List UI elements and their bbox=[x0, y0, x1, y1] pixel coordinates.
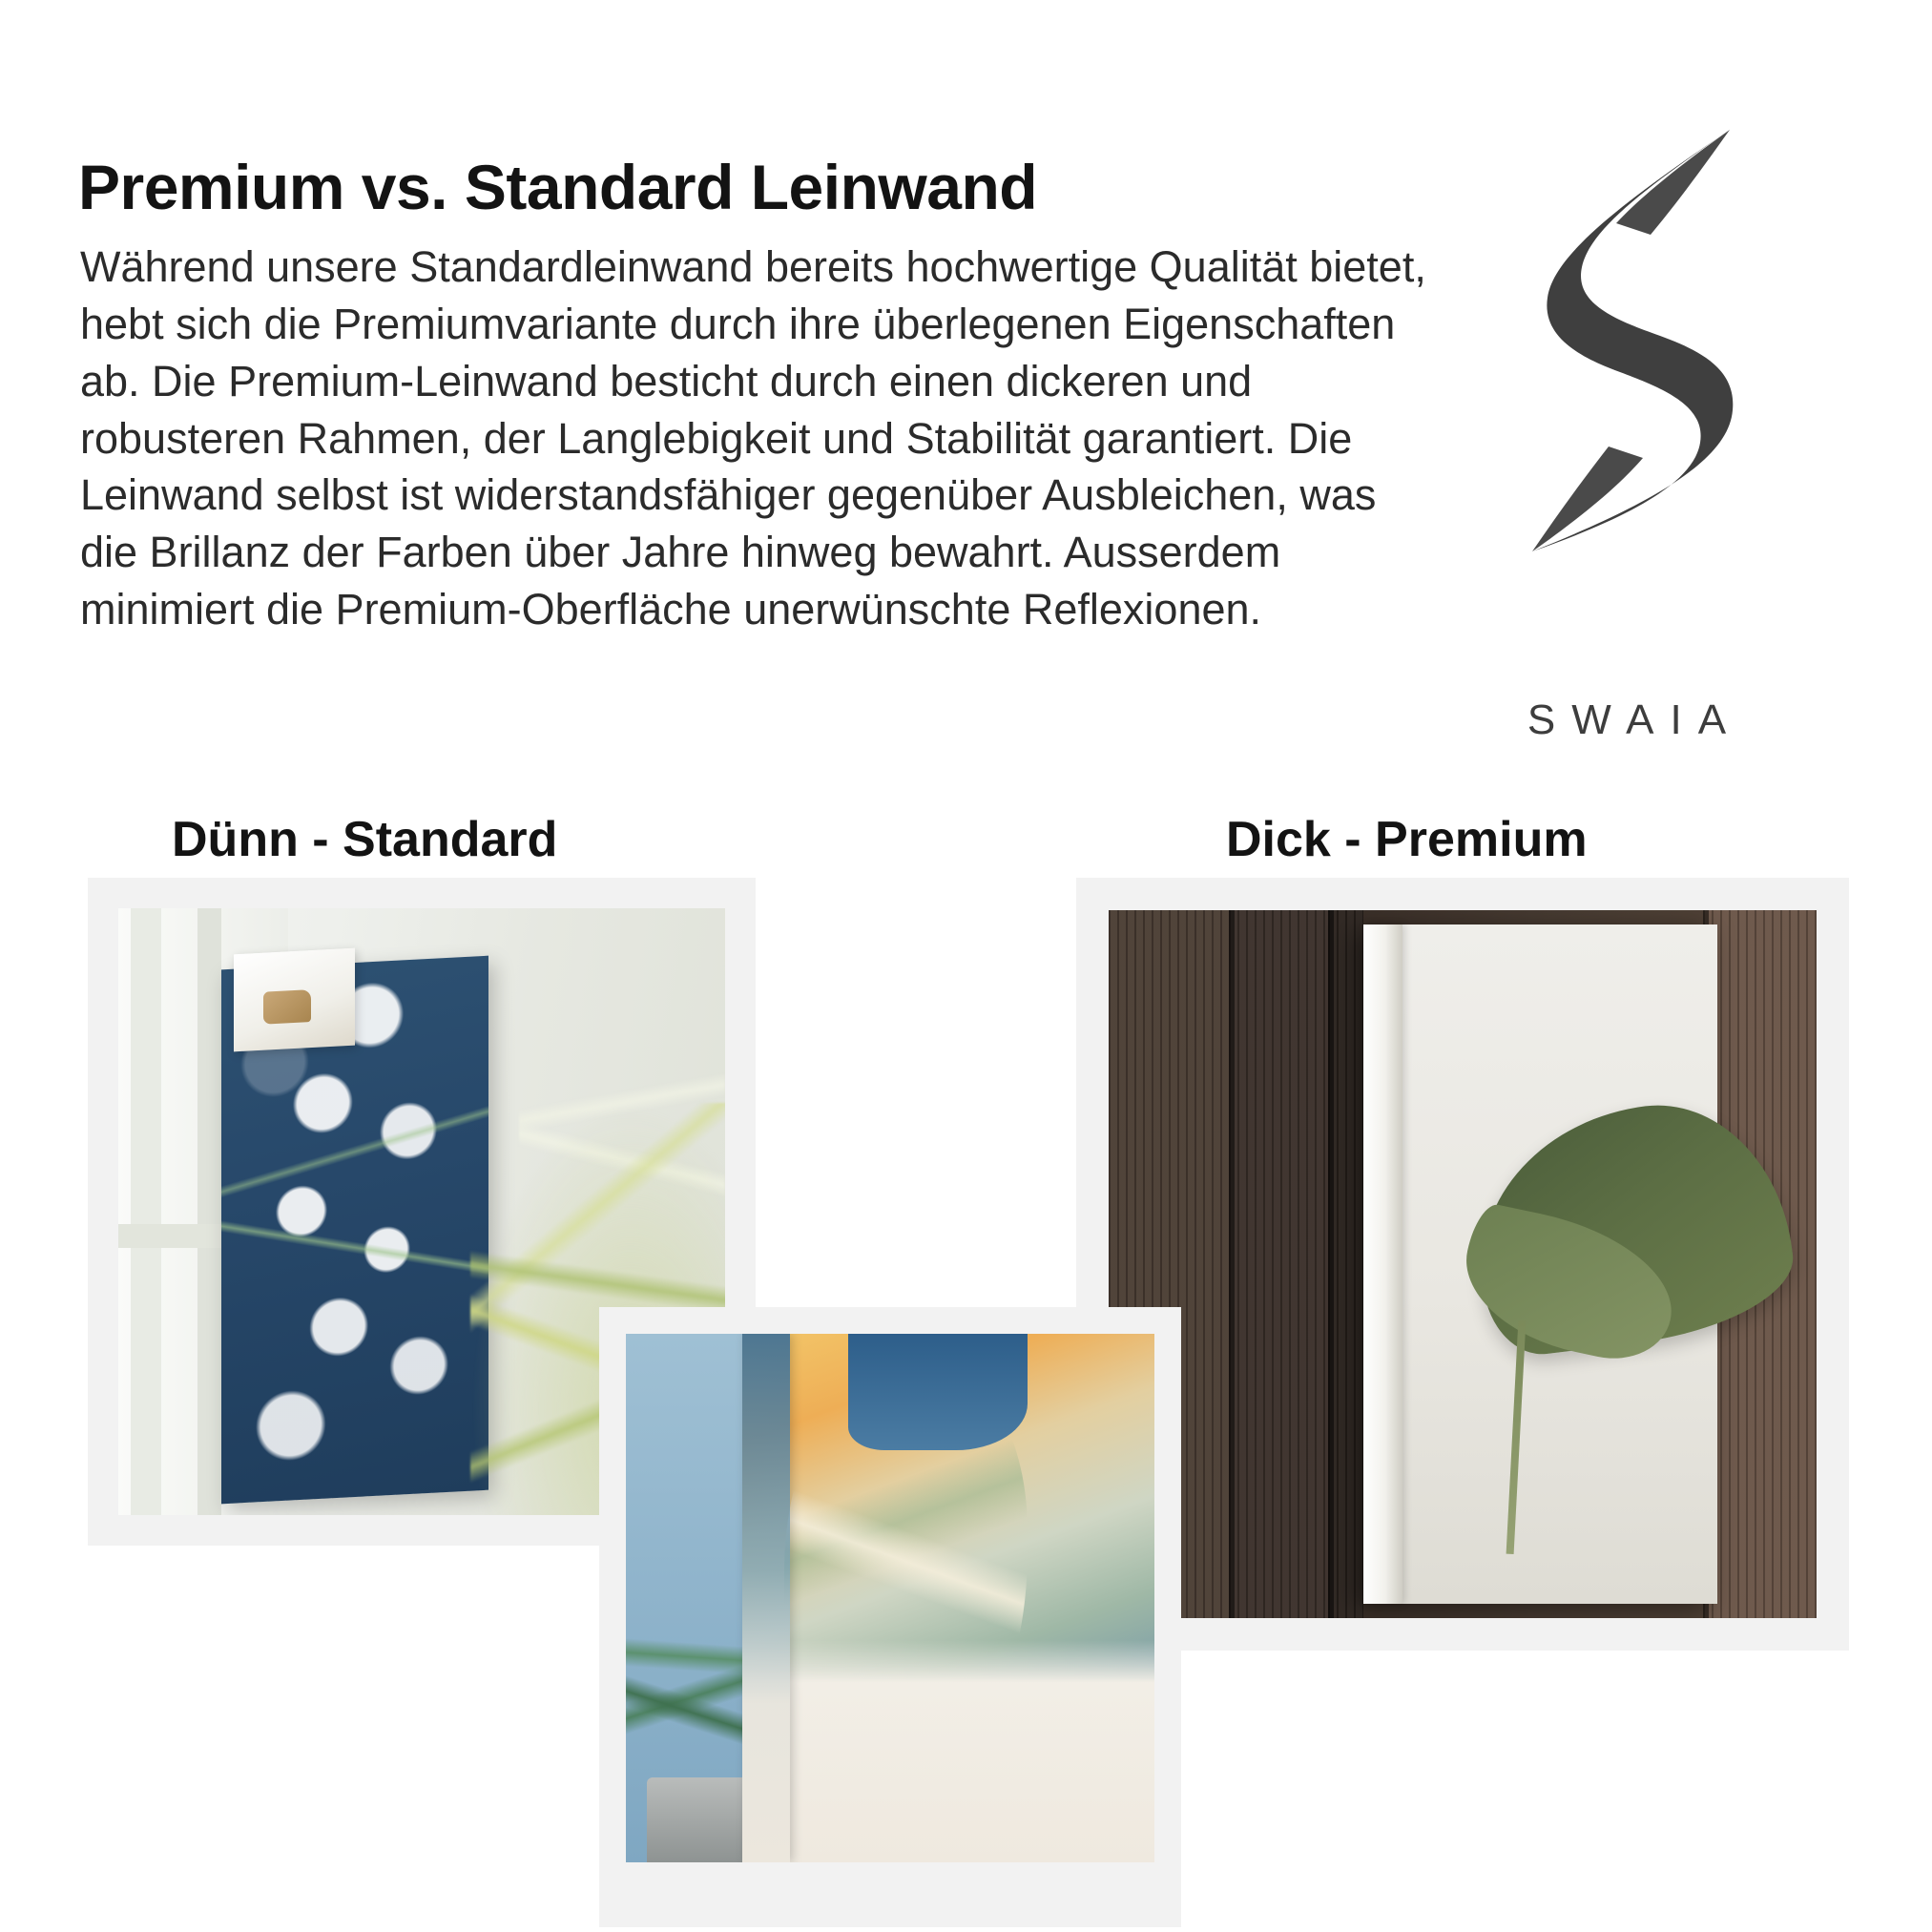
photo-detail bbox=[626, 1334, 1154, 1862]
intro-paragraph: Während unsere Standardleinwand bereits hochwertige Qualität bietet, hebt sich die Premiumvariante durch ihre überlegenen Eigenschaften ab. Die Premium-Leinwand besticht durch einen dickeren und robusteren Rahmen, der Langlebigkeit und Stabilität garantiert. Die Leinwand selbst ist widerstandsfähiger gegenüber Ausbleichen, was die Brillanz der Farben über Jahre hinweg bewahrt. Ausserdem minimiert die Premium-Oberfläche unerwünschte Reflexionen. bbox=[80, 242, 1426, 634]
caption-standard: Dünn - Standard bbox=[172, 812, 558, 867]
page-title: Premium vs. Standard Leinwand bbox=[78, 152, 1038, 223]
premium-canvas-illustration bbox=[1109, 910, 1817, 1618]
brand-logo bbox=[1469, 124, 1784, 743]
caption-premium: Dick - Premium bbox=[1226, 812, 1588, 867]
photo-card-premium bbox=[1076, 878, 1849, 1651]
brand-wordmark: SWAIA bbox=[1527, 696, 1743, 743]
photo-premium bbox=[1109, 910, 1817, 1618]
detail-canvas-illustration bbox=[626, 1334, 1154, 1862]
intro-section bbox=[0, 0, 1932, 792]
photo-card-detail bbox=[599, 1307, 1181, 1927]
swaia-s-logo-icon bbox=[1498, 124, 1755, 558]
